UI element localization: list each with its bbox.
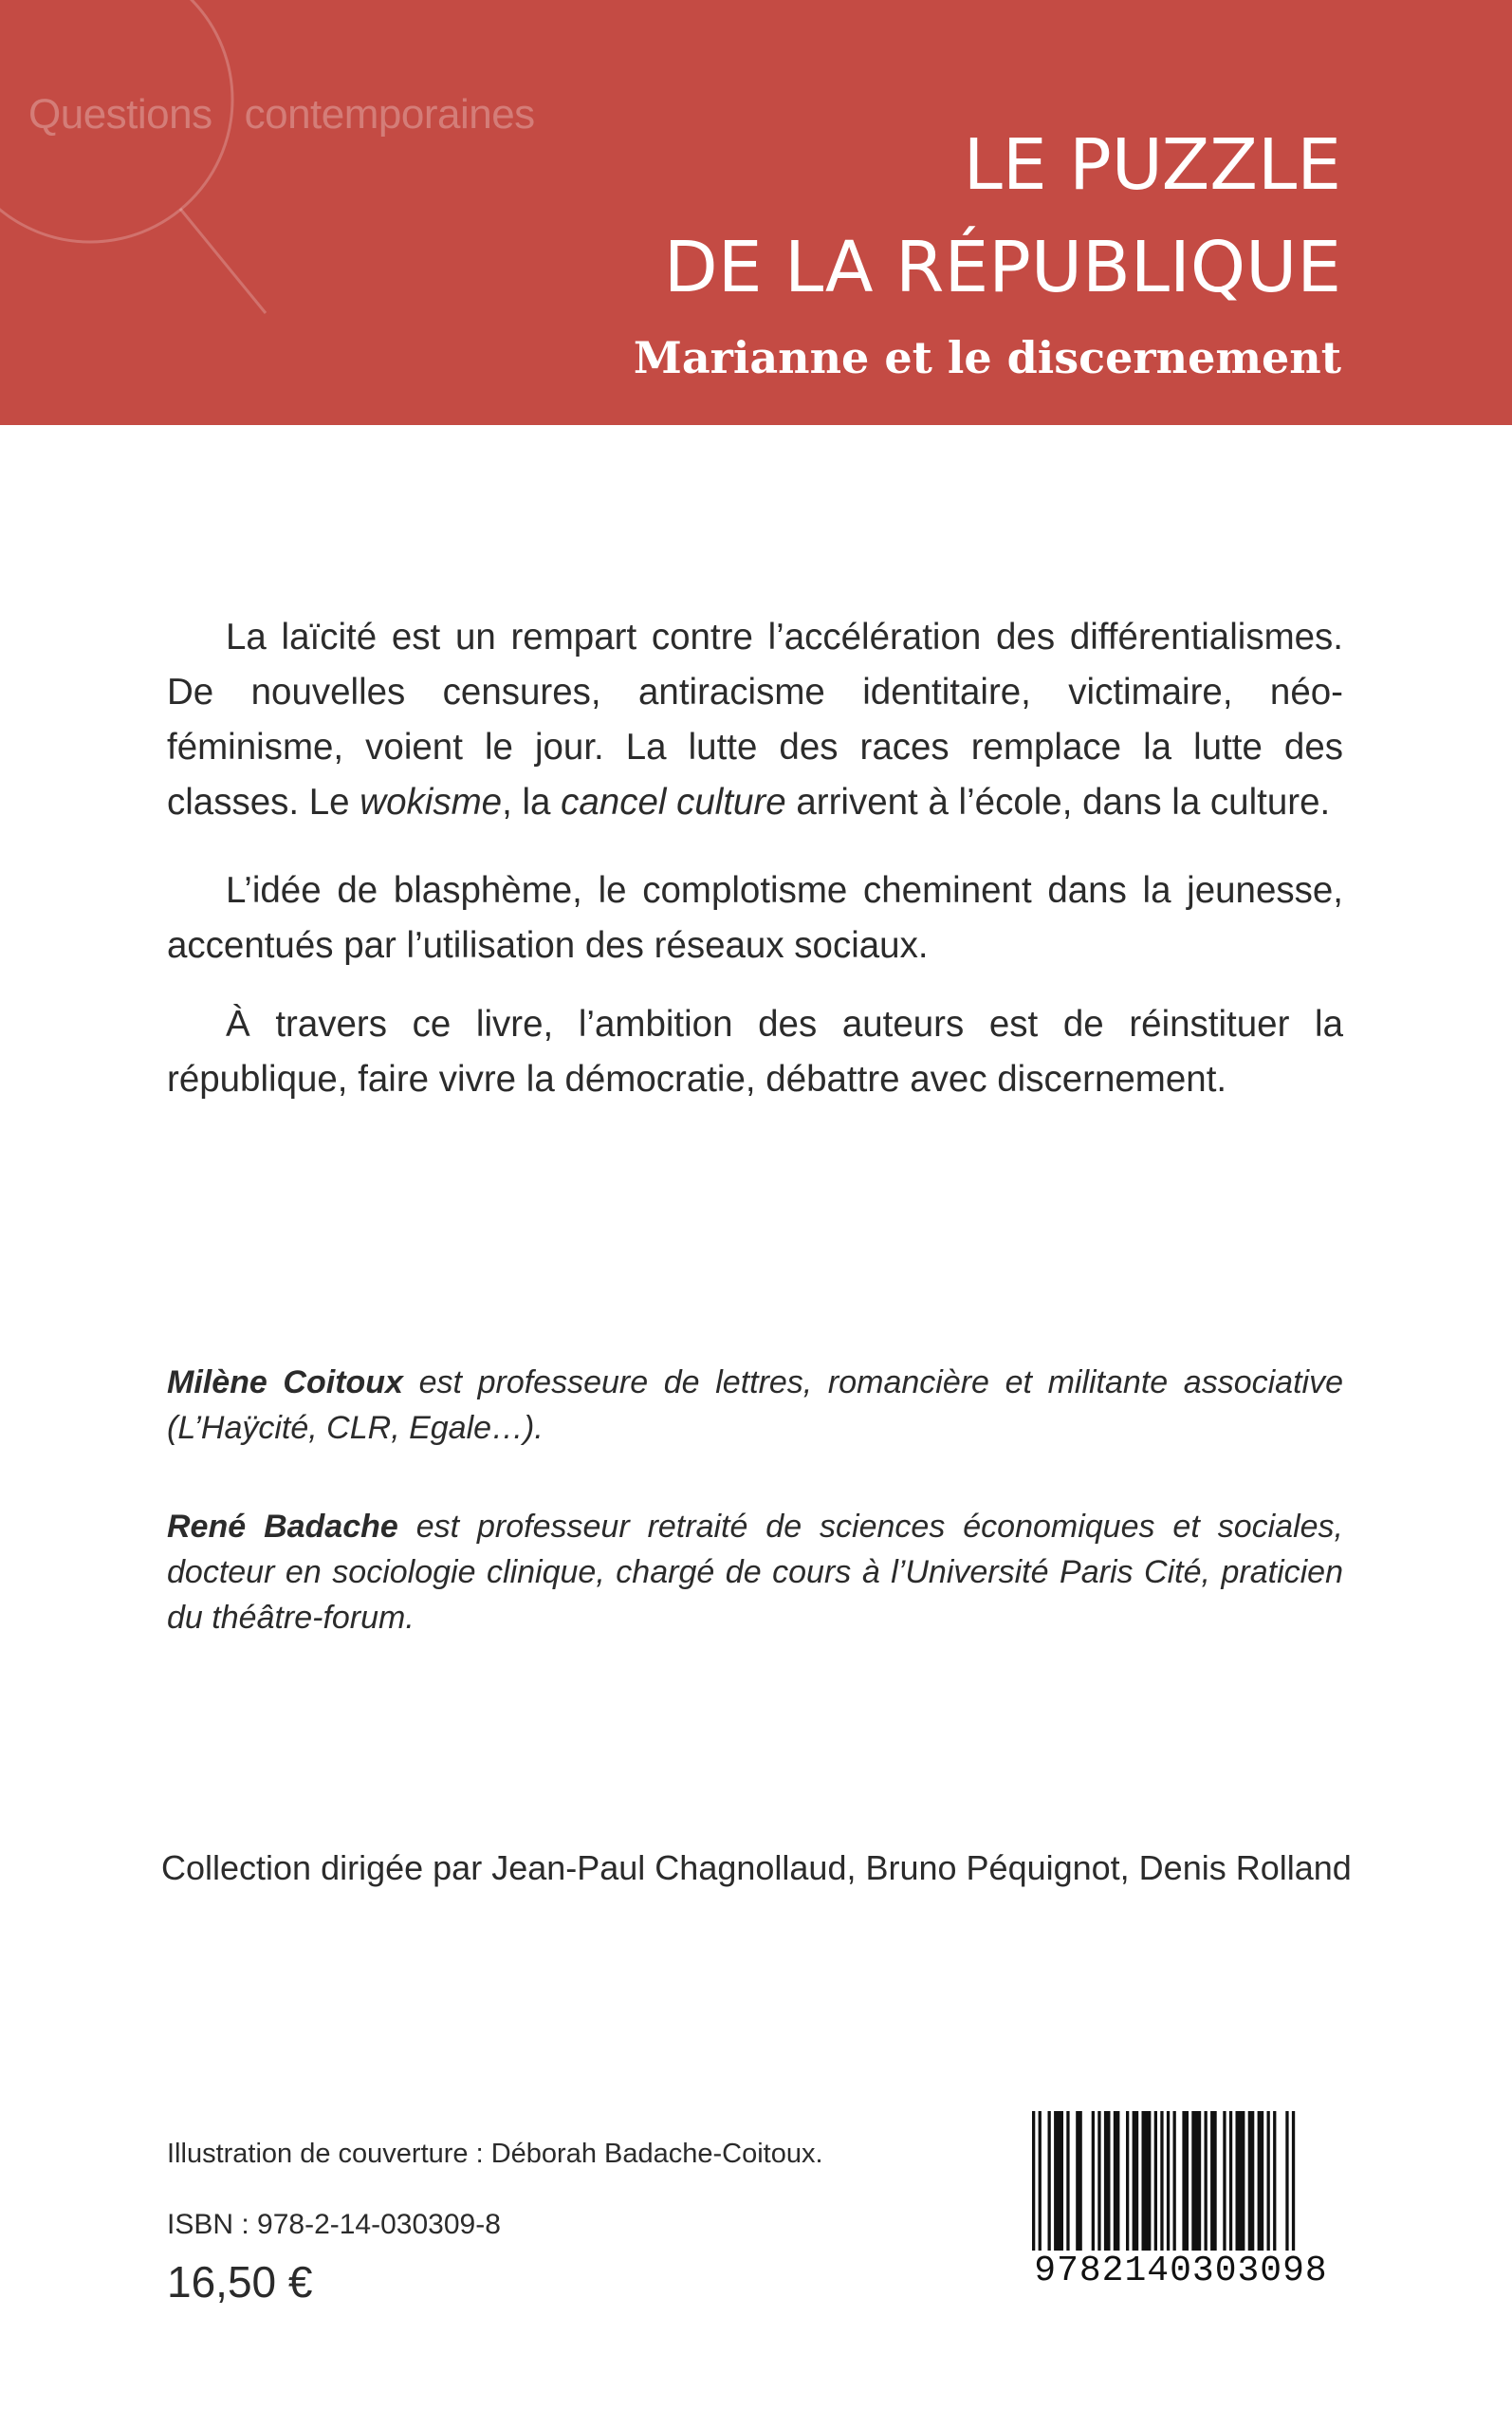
barcode-digits: 9782140303098 xyxy=(1024,2251,1337,2291)
barcode-icon xyxy=(1026,2111,1336,2270)
series-name-left: Questions xyxy=(28,91,212,138)
barcode-bar xyxy=(1205,2111,1208,2253)
price: 16,50 € xyxy=(167,2257,313,2307)
barcode-bar xyxy=(1039,2111,1042,2270)
barcode-bar xyxy=(1223,2111,1226,2253)
blurb-italic-term: cancel culture xyxy=(561,782,786,823)
blurb-paragraph-2-text: L’idée de blasphème, le complotisme cheminent dans la jeunesse, accentués par l’utilisation des réseaux sociaux. xyxy=(167,870,1343,966)
barcode-bar xyxy=(1160,2111,1163,2270)
book-title-line-1: LE PUZZLE xyxy=(963,124,1341,206)
series-name xyxy=(28,91,535,139)
barcode-bar xyxy=(1236,2111,1245,2253)
barcode-bar xyxy=(1066,2111,1069,2253)
book-title-line-2: DE LA RÉPUBLIQUE xyxy=(663,227,1341,308)
barcode-bar xyxy=(1126,2111,1129,2253)
blurb-paragraph-1-text xyxy=(167,610,1343,830)
isbn: ISBN : 978-2-14-030309-8 xyxy=(167,2209,501,2240)
book-subtitle: Marianne et le discernement xyxy=(633,332,1341,383)
barcode-bar xyxy=(1292,2111,1295,2270)
barcode-bar xyxy=(1076,2111,1082,2253)
barcode-bar xyxy=(1167,2111,1170,2270)
barcode-bar xyxy=(1054,2111,1063,2253)
blurb-paragraph-3 xyxy=(167,997,1343,1107)
barcode-bar xyxy=(1248,2111,1255,2253)
collection-directors: Collection dirigée par Jean-Paul Chagnollaud, Bruno Péquignot, Denis Rolland xyxy=(161,1848,1352,1887)
barcode-bar xyxy=(1182,2111,1189,2253)
series-name-right: contemporaines xyxy=(244,91,535,138)
blurb-paragraph-2 xyxy=(167,863,1343,973)
q-letter-icon xyxy=(0,0,323,425)
barcode-bar xyxy=(1173,2111,1176,2253)
barcode-bar xyxy=(1048,2111,1051,2253)
illustration-credit: Illustration de couverture : Déborah Badache-Coitoux. xyxy=(167,2139,823,2169)
barcode-bar xyxy=(1267,2111,1270,2253)
barcode-bar xyxy=(1191,2111,1201,2253)
blurb-italic-term: wokisme xyxy=(360,782,503,823)
barcode-bar xyxy=(1133,2111,1139,2253)
barcode-bar xyxy=(1092,2111,1095,2253)
barcode-bar xyxy=(1273,2111,1276,2253)
barcode-bar xyxy=(1104,2111,1111,2253)
blurb-paragraph-1 xyxy=(167,610,1343,830)
barcode-bar xyxy=(1229,2111,1232,2253)
blurb-text-run: La laïcité est un rempart contre l’accélération des différentialismes. De nouvelles censures, antiracisme identitaire, victimaire, néo-féminisme, voient le jour. La lutte des races remplace la lutte des classes. Le xyxy=(167,617,1343,823)
author-bio-text-2: est professeur retraité de sciences économiques et sociales, docteur en sociologie clinique, chargé de cours à l’Université Paris Cité, praticien du théâtre-forum. xyxy=(167,1509,1343,1636)
barcode-bar xyxy=(1032,2111,1035,2270)
blurb-text-run: arrivent à l’école, dans la culture. xyxy=(785,782,1331,823)
barcode-bar xyxy=(1097,2111,1100,2253)
barcode-bar xyxy=(1142,2111,1152,2253)
barcode-bar xyxy=(1114,2111,1120,2253)
author-bio-1 xyxy=(167,1360,1343,1451)
author-bio-text-1: est professeure de lettres, romancière et militante associative (L’Haÿcité, CLR, Egale…). xyxy=(167,1364,1343,1446)
header-band xyxy=(0,0,1512,425)
author-bio-2 xyxy=(167,1504,1343,1640)
author-name-2: René Badache xyxy=(167,1509,398,1545)
barcode-bar xyxy=(1285,2111,1288,2270)
barcode-bar xyxy=(1258,2111,1264,2253)
barcode-bar xyxy=(1210,2111,1217,2253)
blurb-text-run: , la xyxy=(502,782,562,823)
author-name-1: Milène Coitoux xyxy=(167,1364,403,1400)
blurb-paragraph-3-text: À travers ce livre, l’ambition des auteurs est de réinstituer la république, faire vivre la démocratie, débattre avec discernement. xyxy=(167,1004,1343,1100)
barcode-bar xyxy=(1154,2111,1157,2253)
